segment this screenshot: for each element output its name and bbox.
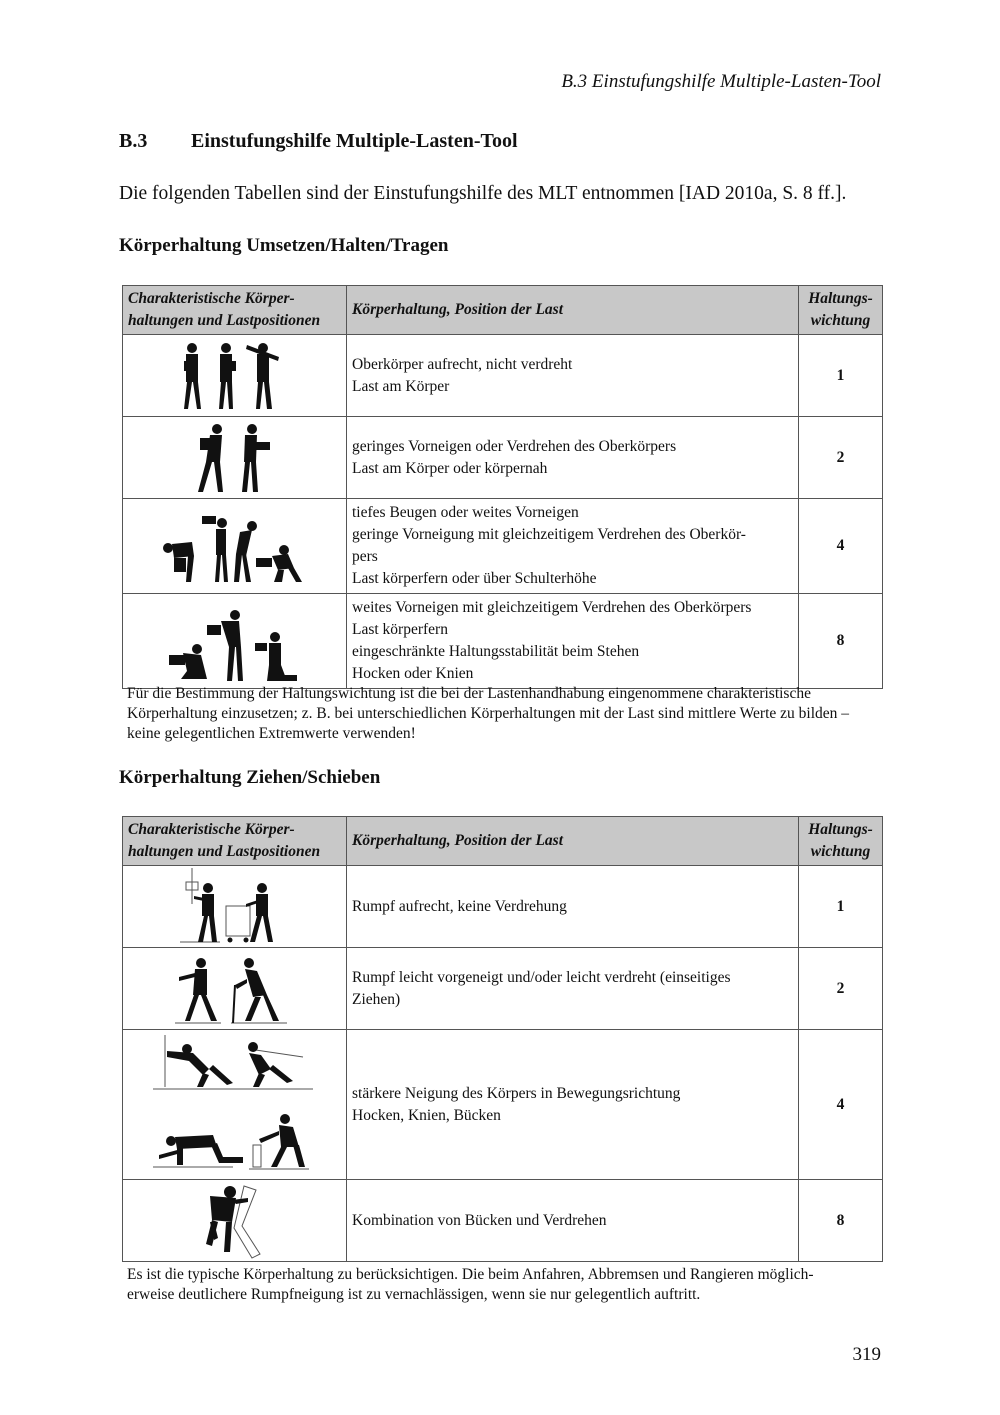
- table-row: [123, 335, 883, 417]
- table1-row4-description: weites Vorneigen mit gleichzeitigem Verdrehen des Oberkörpers Last körperfern eingeschränkte Haltungsstabilität beim Stehen Hocken oder Knien: [347, 594, 799, 689]
- table2-row1-description: Rumpf aufrecht, keine Verdrehung: [347, 866, 799, 948]
- table2-row4-weight: 8: [799, 1180, 883, 1262]
- intro-paragraph: Die folgenden Tabellen sind der Einstufungshilfe des MLT entnommen [IAD 2010a, S. 8 ff.].: [119, 183, 847, 204]
- slight-lean-figures-icon: [123, 417, 347, 499]
- table2-row4-description: Kombination von Bücken und Verdrehen: [347, 1180, 799, 1262]
- table2-header-col1: Charakteristische Körper- haltungen und Lastpositionen: [123, 817, 347, 866]
- table1-header-col2: Körperhaltung, Position der Last: [347, 286, 799, 335]
- table-row: [123, 866, 883, 948]
- table-row: [123, 1180, 883, 1262]
- slight-lean-pulling-figures-icon: [123, 948, 347, 1030]
- table1-header-row: [123, 286, 883, 335]
- table1-row2-weight: 2: [799, 417, 883, 499]
- table2-row3-weight: 4: [799, 1030, 883, 1180]
- table1-row3-description: tiefes Beugen oder weites Vorneigen geringe Vorneigung mit gleichzeitigem Verdrehen des Oberkör- pers Last körperfern oder über Schulterhöhe: [347, 499, 799, 594]
- table2-header-col3: Haltungs- wichtung: [799, 817, 883, 866]
- table1-heading: Körperhaltung Umsetzen/Halten/Tragen: [119, 235, 449, 256]
- table2-row2-weight: 2: [799, 948, 883, 1030]
- bend-twist-figure-icon: [123, 1180, 347, 1262]
- table1-row1-description: Oberkörper aufrecht, nicht verdreht Last am Körper: [347, 335, 799, 417]
- table1-note: Für die Bestimmung der Haltungswichtung ist die bei der Lastenhandhabung eingenommene charakteristische Körperhaltung einzusetzen; z. B. bei unterschiedlichen Körperhaltungen mit der Last sind mittlere Werte zu bilden – keine gelegentlichen Extremwerte verwenden!: [127, 685, 849, 742]
- section-heading: [119, 130, 518, 153]
- table1-row4-weight: 8: [799, 594, 883, 689]
- table1: [122, 285, 883, 689]
- strong-lean-crawling-figures-icon: [123, 1030, 347, 1180]
- table2: [122, 816, 883, 1262]
- table1-row2-description: geringes Vorneigen oder Verdrehen des Oberkörpers Last am Körper oder körpernah: [347, 417, 799, 499]
- table2-note: Es ist die typische Körperhaltung zu berücksichtigen. Die beim Anfahren, Abbremsen und Rangieren möglich- erweise deutlichere Rumpfneigung ist zu vernachlässigen, wenn sie nur gelegentlich auftritt.: [127, 1266, 814, 1303]
- table1-header-col1: Charakteristische Körper- haltungen und Lastpositionen: [123, 286, 347, 335]
- table1-row1-weight: 1: [799, 335, 883, 417]
- table2-heading: Körperhaltung Ziehen/Schieben: [119, 767, 381, 788]
- table-row: [123, 499, 883, 594]
- section-title: Einstufungshilfe Multiple-Lasten-Tool: [191, 130, 518, 152]
- page-number: 319: [852, 1344, 881, 1365]
- running-header: B.3 Einstufungshilfe Multiple-Lasten-Tool: [561, 71, 881, 92]
- upright-posture-figures-icon: [123, 335, 347, 417]
- table1-header-col3: Haltungs- wichtung: [799, 286, 883, 335]
- table-row: [123, 594, 883, 689]
- table1-row3-weight: 4: [799, 499, 883, 594]
- kneeling-figures-icon: [123, 594, 347, 689]
- section-number: B.3: [119, 130, 148, 152]
- table-row: [123, 1030, 883, 1180]
- table2-row1-weight: 1: [799, 866, 883, 948]
- table-row: [123, 417, 883, 499]
- table2-row2-description: Rumpf leicht vorgeneigt und/oder leicht verdreht (einseitiges Ziehen): [347, 948, 799, 1030]
- upright-pushing-figures-icon: [123, 866, 347, 948]
- table2-header-row: [123, 817, 883, 866]
- deep-bend-figures-icon: [123, 499, 347, 594]
- table2-row3-description: stärkere Neigung des Körpers in Bewegungsrichtung Hocken, Knien, Bücken: [347, 1030, 799, 1180]
- table-row: [123, 948, 883, 1030]
- table2-header-col2: Körperhaltung, Position der Last: [347, 817, 799, 866]
